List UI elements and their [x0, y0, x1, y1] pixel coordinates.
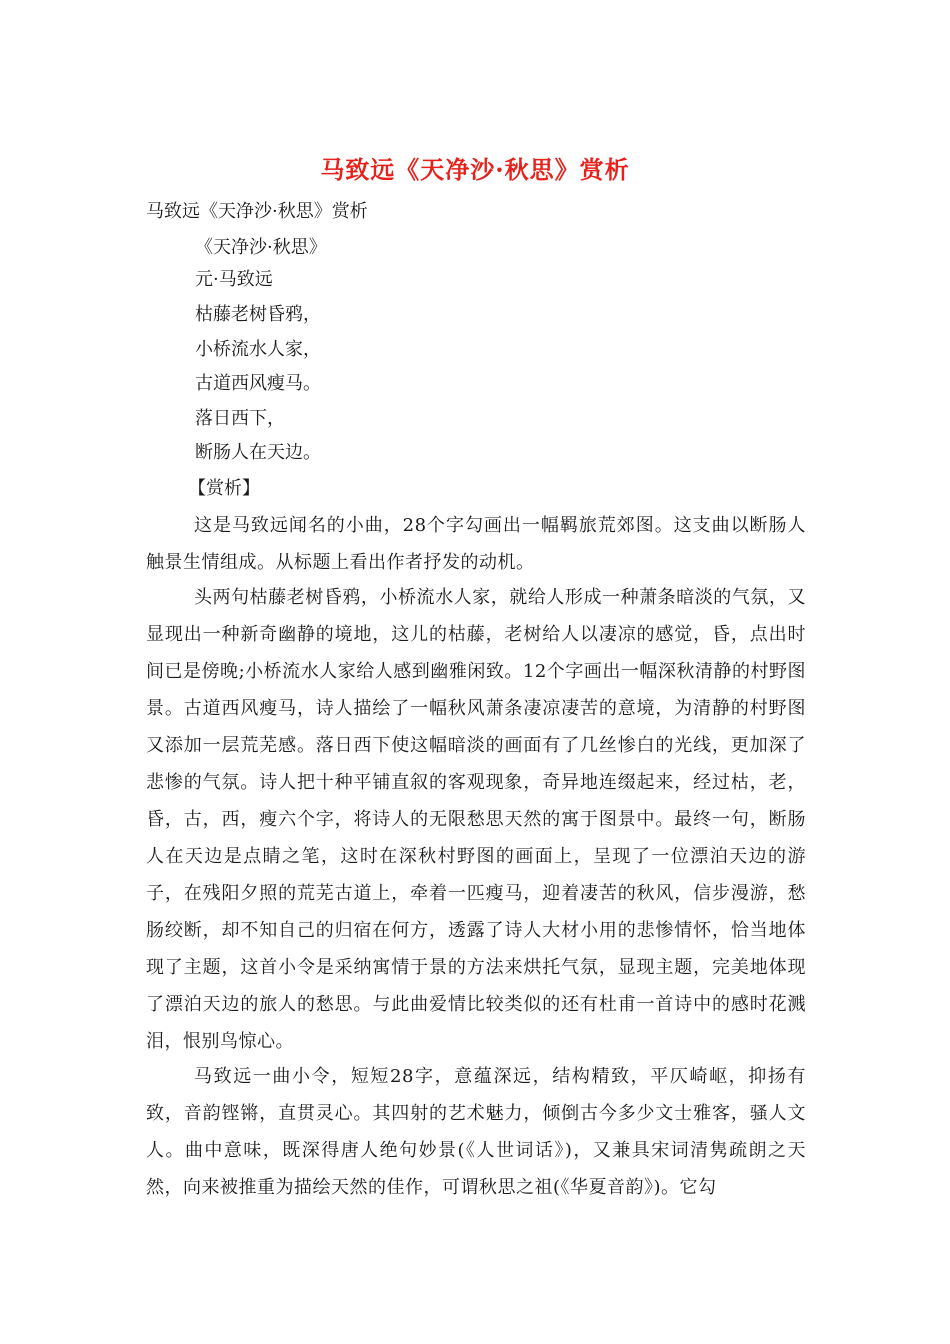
paragraph: 头两句枯藤老树昏鸦，小桥流水人家，就给人形成一种萧条暗淡的气氛，又显现出一种新奇幽静的境地，这儿的枯藤，老树给人以凄凉的感觉，昏，点出时间已是傍晚;小桥流水人家给人感到幽雅闲致。12个字画出一幅深秋清静的村野图景。古道西风瘦马，诗人描绘了一幅秋风萧条凄凉凄苦的意境，为清静的村野图又添加一层荒芜感。落日西下使这幅暗淡的画面有了几丝惨白的光线，更加深了悲惨的气氛。诗人把十种平铺直叙的客观现象，奇异地连缀起来，经过枯，老，昏，古，西，瘦六个字，将诗人的无限愁思天然的寓于图景中。最终一句，断肠人在天边是点睛之笔，这时在深秋村野图的画面上，呈现了一位漂泊天边的游子，在残阳夕照的荒芜古道上，牵着一匹瘦马，迎着凄苦的秋风，信步漫游，愁肠绞断，却不知自己的归宿在何方，透露了诗人大材小用的悲惨情怀，恰当地体现了主题，这首小令是采纳寓情于景的方法来烘托气氛，显现主题，完美地体现了漂泊天边的旅人的愁思。与此曲爱情比较类似的还有杜甫一首诗中的感时花溅泪，恨别鸟惊心。	[146, 587, 806, 1052]
poem-author: 元·马致远	[195, 269, 273, 290]
poem-line: 落日西下，	[195, 408, 285, 429]
paragraph: 这是马致远闻名的小曲，28个字勾画出一幅羁旅荒郊图。这支曲以断肠人触景生情组成。从标题上看出作者抒发的动机。	[146, 515, 806, 573]
poem-line: 断肠人在天边。	[195, 442, 321, 463]
poem-line: 小桥流水人家，	[195, 339, 321, 360]
paragraph: 马致远一曲小令，短短28字，意蕴深远，结构精致，平仄崎岖，抑扬有致，音韵铿锵，直贯灵心。其四射的艺术魅力，倾倒古今多少文士雅客，骚人文人。曲中意味，既深得唐人绝句妙景(《人世词话》)，又兼具宋词清隽疏朗之天然，向来被推重为描绘天然的佳作，可谓秋思之祖(《华夏音韵》)。它勾	[146, 1066, 806, 1198]
poem-line: 古道西风瘦马。	[195, 373, 321, 394]
section-heading: 【赏析】	[188, 478, 260, 499]
document-subtitle: 马致远《天净沙·秋思》赏析	[146, 201, 368, 222]
poem-line: 枯藤老树昏鸦，	[195, 304, 321, 325]
poem-name: 《天净沙·秋思》	[195, 237, 327, 258]
document-title: 马致远《天净沙·秋思》赏析	[320, 155, 630, 184]
